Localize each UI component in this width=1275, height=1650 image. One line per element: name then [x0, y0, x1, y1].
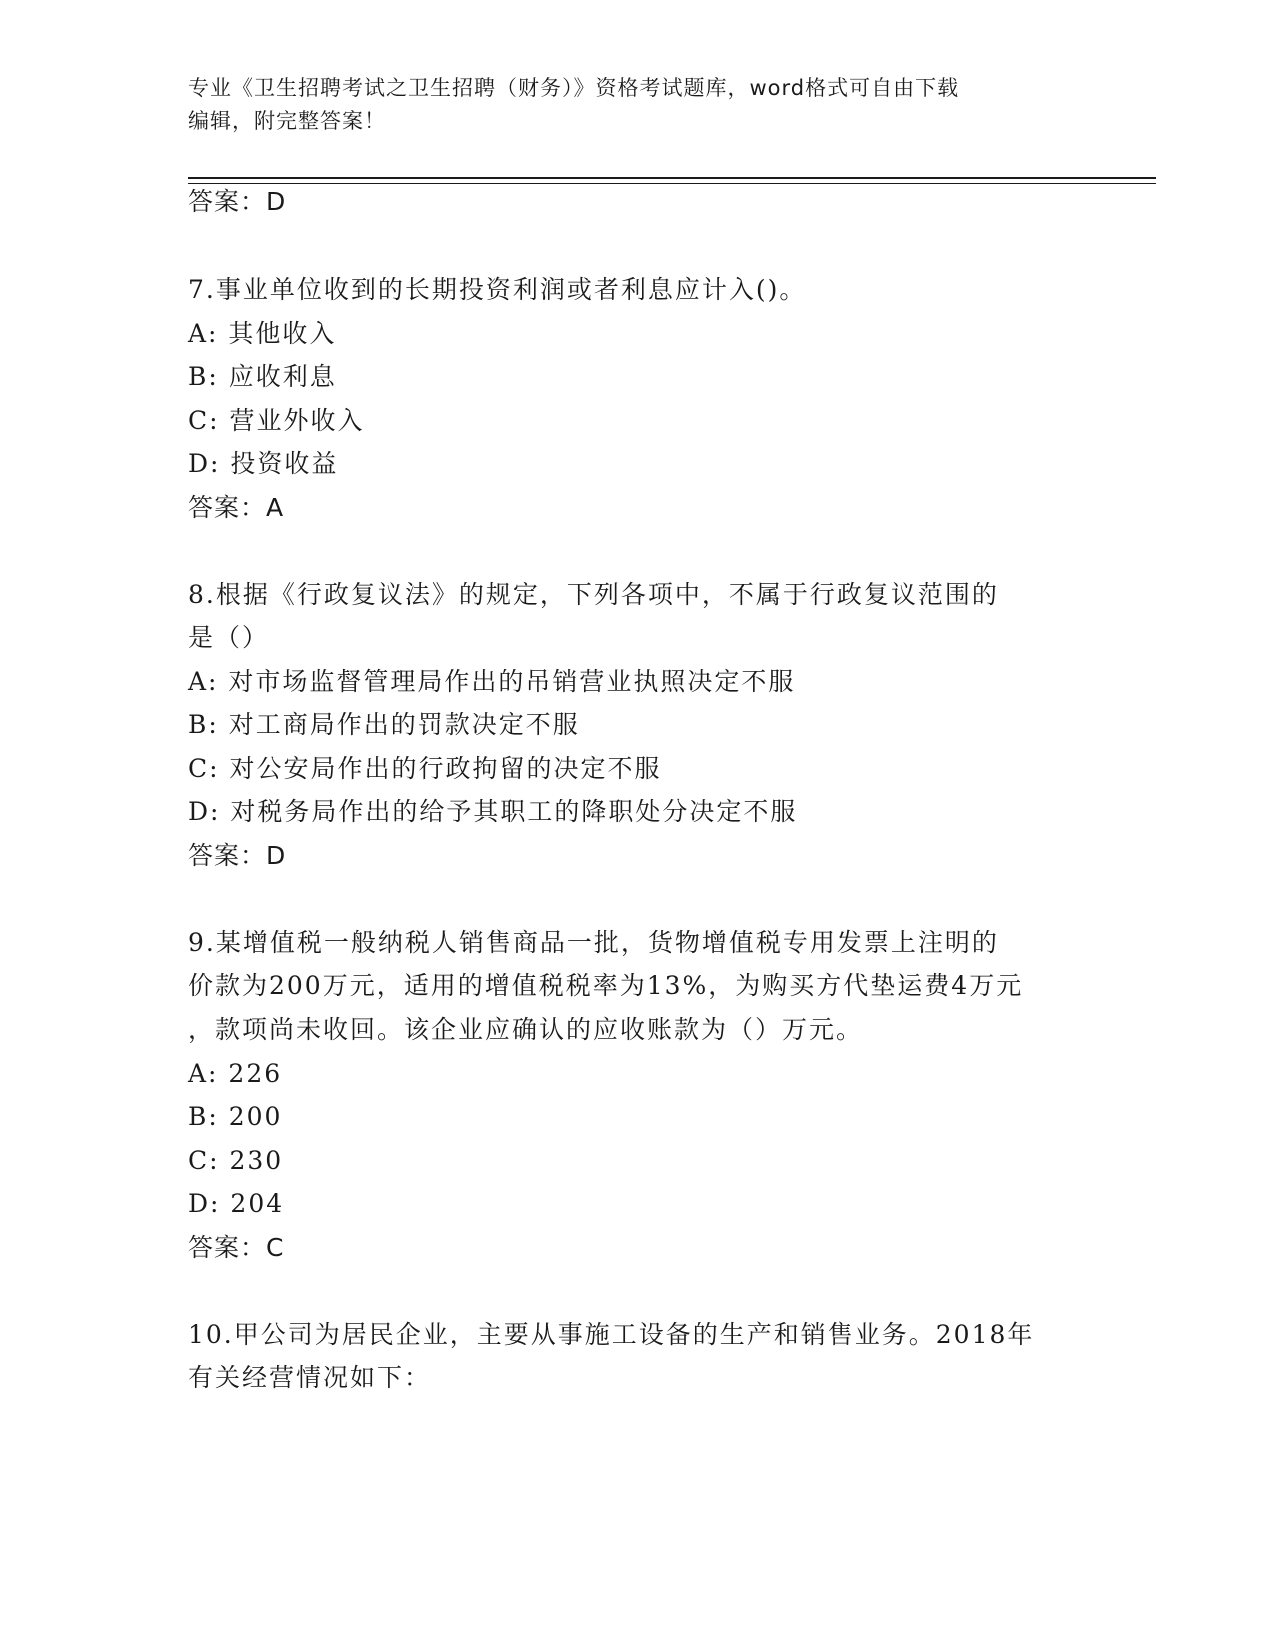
question-7-answer: 答案：A [188, 493, 285, 522]
question-7-option-d: D: 投资收益 [188, 449, 339, 478]
question-7-option-b: B: 应收利息 [188, 362, 337, 391]
document-header [188, 72, 1088, 138]
header-line-2: 编辑，附完整答案！ [188, 109, 386, 133]
question-8-option-a: A: 对市场监督管理局作出的吊销营业执照决定不服 [188, 667, 796, 696]
question-9-option-c: C: 230 [188, 1146, 284, 1175]
question-8-option-b: B: 对工商局作出的罚款决定不服 [188, 710, 580, 739]
header-line-1: 专业《卫生招聘考试之卫生招聘（财务）》资格考试题库，word格式可自由下载 [188, 76, 960, 100]
question-9-option-b: B: 200 [188, 1102, 283, 1131]
header-rule-thin [188, 183, 1156, 184]
question-9-stem-line-2: 价款为200万元，适用的增值税税率为13%，为购买方代垫运费4万元 [188, 971, 1024, 1000]
question-9-stem-line-3: ，款项尚未收回。该企业应确认的应收账款为（）万元。 [188, 1015, 864, 1044]
question-9-option-a: A: 226 [188, 1059, 283, 1088]
question-8-stem-line-2: 是（） [188, 623, 270, 652]
question-7-option-c: C: 营业外收入 [188, 406, 365, 435]
question-10-stem-line-1: 10.甲公司为居民企业，主要从事施工设备的生产和销售业务。2018年 [188, 1320, 1035, 1349]
question-8-option-d: D: 对税务局作出的给予其职工的降职处分决定不服 [188, 797, 798, 826]
answer-previous: 答案：D [188, 187, 287, 216]
question-7-stem: 7.事业单位收到的长期投资利润或者利息应计入()。 [188, 275, 807, 304]
question-9-answer: 答案：C [188, 1233, 285, 1262]
question-8-answer: 答案：D [188, 841, 287, 870]
question-8-option-c: C: 对公安局作出的行政拘留的决定不服 [188, 754, 662, 783]
header-rule-thick [188, 177, 1156, 179]
question-8-stem-line-1: 8.根据《行政复议法》的规定，下列各项中，不属于行政复议范围的 [188, 580, 999, 609]
question-9-stem-line-1: 9.某增值税一般纳税人销售商品一批，货物增值税专用发票上注明的 [188, 928, 999, 957]
question-9-option-d: D: 204 [188, 1189, 285, 1218]
question-10-stem-line-2: 有关经营情况如下： [188, 1363, 432, 1392]
question-7-option-a: A: 其他收入 [188, 319, 337, 348]
